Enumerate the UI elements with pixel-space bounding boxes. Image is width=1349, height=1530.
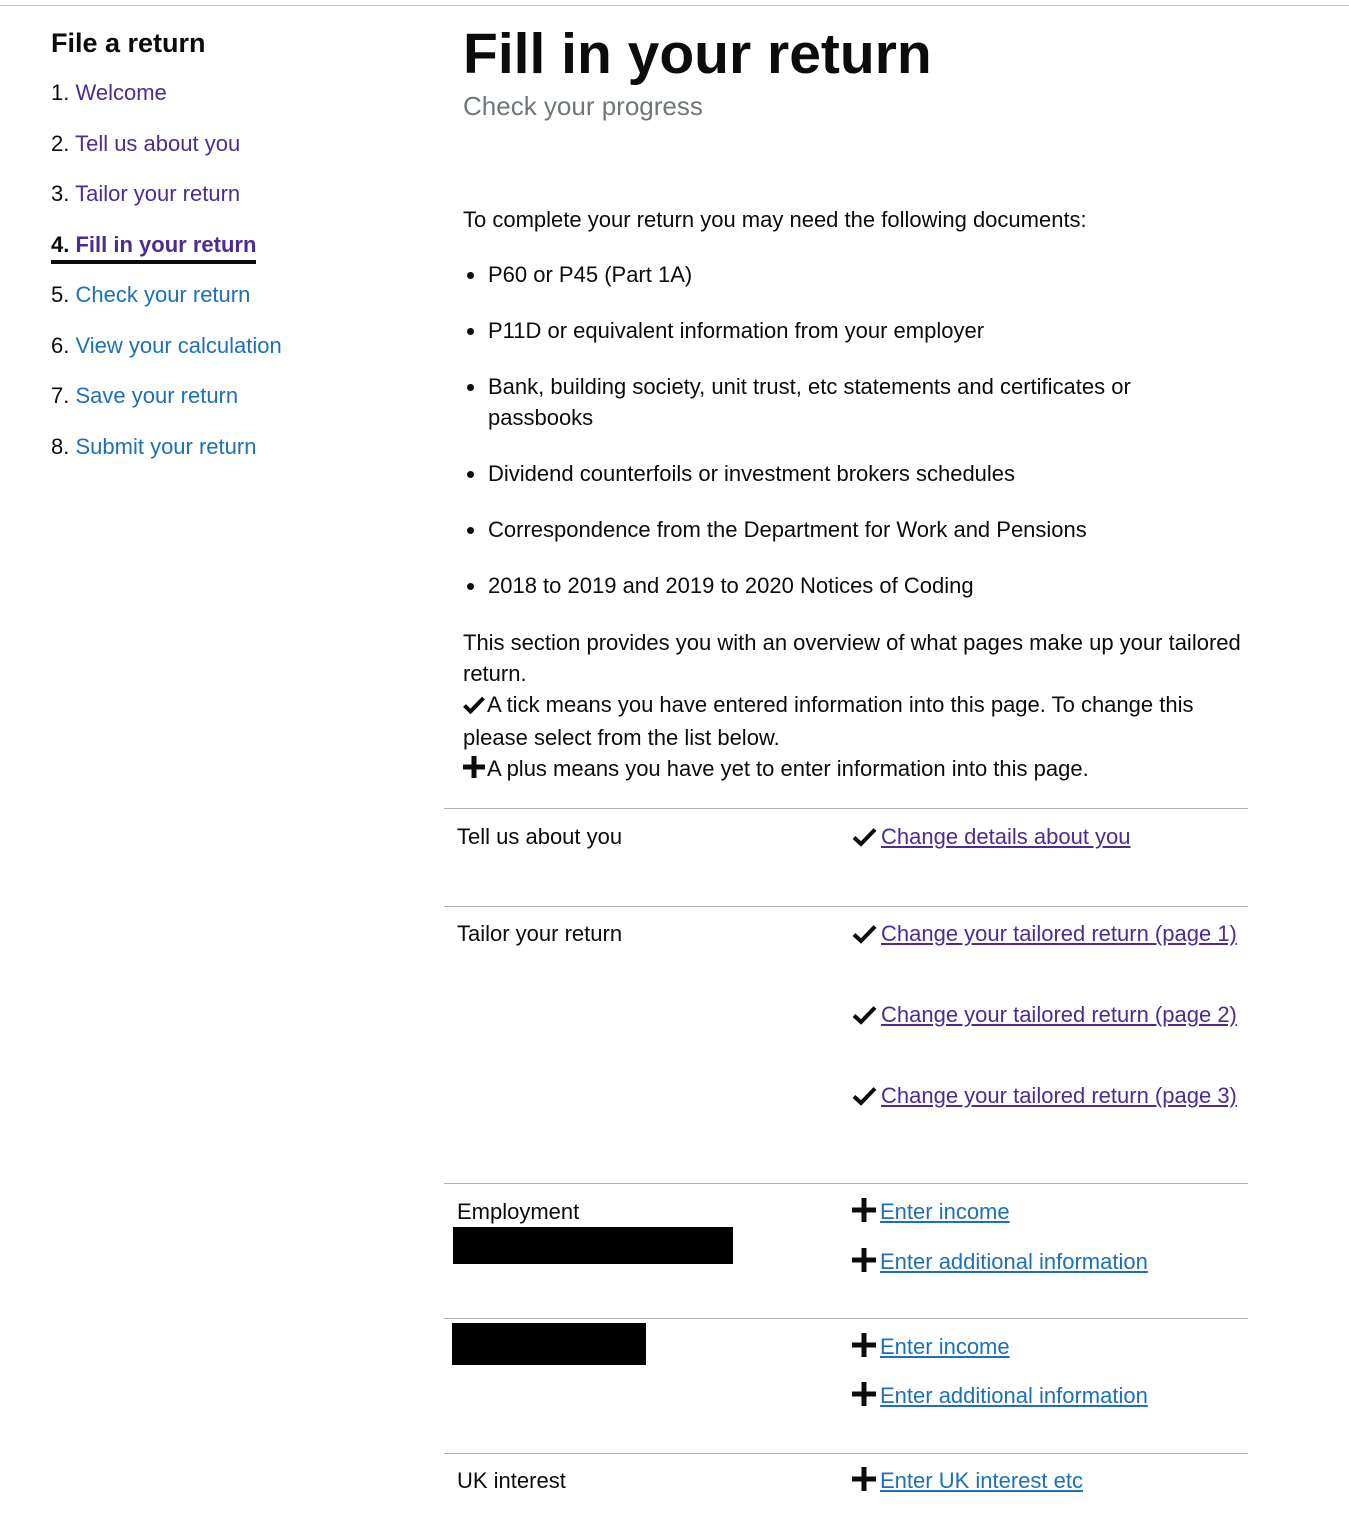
change-tailored-return-page-3-link[interactable]: Change your tailored return (page 3) [881, 1083, 1237, 1108]
tick-icon [852, 824, 877, 855]
enter-additional-information-link[interactable]: Enter additional information [880, 1383, 1148, 1408]
sidebar-title: File a return [51, 28, 206, 58]
step-submit-your-return[interactable] [51, 432, 256, 462]
step-fill-in-your-return[interactable] [51, 230, 256, 264]
document-item: Dividend counterfoils or investment brokers schedules [488, 458, 1208, 489]
step-link-check-your-return[interactable]: Check your return [75, 282, 251, 307]
summary-action [852, 1196, 1237, 1230]
step-link-save-your-return[interactable]: Save your return [75, 383, 239, 408]
summary-action [852, 1331, 1237, 1365]
step-number: 4. [51, 232, 70, 257]
change-tailored-return-page-1-link[interactable]: Change your tailored return (page 1) [881, 921, 1237, 946]
plus-icon [852, 1248, 876, 1280]
summary-action [852, 821, 1237, 855]
step-save-your-return[interactable] [51, 381, 238, 411]
summary-action [852, 1380, 1237, 1414]
tick-icon [852, 1002, 877, 1033]
step-tell-us-about-you[interactable] [51, 129, 240, 159]
tick-explanation [463, 689, 1243, 753]
step-link-fill-in-your-return[interactable]: Fill in your return [75, 232, 257, 257]
document-item: 2018 to 2019 and 2019 to 2020 Notices of Coding [488, 570, 1208, 601]
plus-icon [852, 1198, 876, 1230]
plus-icon [463, 755, 487, 786]
step-welcome[interactable] [51, 78, 167, 108]
redacted-block [453, 1227, 733, 1264]
step-link-submit-your-return[interactable]: Submit your return [75, 434, 257, 459]
page-caption: Check your progress [463, 91, 703, 121]
plus-explanation-text: A plus means you have yet to enter information into this page. [487, 756, 1089, 781]
step-number: 5. [51, 282, 70, 307]
tick-icon [852, 1083, 877, 1114]
document-item: Correspondence from the Department for Work and Pensions [488, 514, 1208, 545]
enter-additional-information-link[interactable]: Enter additional information [880, 1249, 1148, 1274]
step-link-tell-us-about-you[interactable]: Tell us about you [75, 131, 241, 156]
step-link-view-your-calculation[interactable]: View your calculation [75, 333, 282, 358]
plus-icon [852, 1382, 876, 1414]
summary-row-redacted [444, 1318, 1248, 1453]
summary-row-employment [444, 1183, 1248, 1319]
summary-action [852, 918, 1237, 952]
summary-row-key: UK interest [457, 1468, 566, 1493]
step-number: 7. [51, 383, 70, 408]
sidebar-nav [51, 24, 391, 459]
step-number: 8. [51, 434, 70, 459]
step-link-tailor-your-return[interactable]: Tailor your return [75, 181, 241, 206]
page-title: Fill in your return [463, 22, 932, 86]
step-check-your-return[interactable] [51, 280, 250, 310]
summary-row-key: Tailor your return [457, 921, 623, 946]
enter-uk-interest-link[interactable]: Enter UK interest etc [880, 1468, 1083, 1493]
overview-paragraph: This section provides you with an overview of what pages make up your tailored return. [463, 630, 1241, 686]
step-view-your-calculation[interactable] [51, 331, 282, 361]
summary-action [852, 999, 1237, 1033]
overview-text [463, 627, 1243, 786]
enter-income-link[interactable]: Enter income [880, 1334, 1010, 1359]
plus-explanation [463, 753, 1243, 786]
summary-row-tailor-your-return [444, 906, 1248, 1183]
redacted-block [452, 1323, 646, 1365]
document-item: Bank, building society, unit trust, etc statements and certificates or passbooks [488, 371, 1208, 433]
change-details-about-you-link[interactable]: Change details about you [881, 824, 1131, 849]
plus-icon [852, 1333, 876, 1365]
summary-row-uk-interest [444, 1453, 1248, 1524]
step-tailor-your-return[interactable] [51, 179, 240, 209]
tick-icon [852, 921, 877, 952]
summary-row-tell-us-about-you [444, 808, 1248, 906]
document-item: P60 or P45 (Part 1A) [488, 259, 1208, 290]
step-link-welcome[interactable]: Welcome [75, 80, 167, 105]
tick-explanation-text: A tick means you have entered information into this page. To change this please select from the list below. [463, 692, 1194, 750]
summary-action [852, 1465, 1237, 1499]
summary-action [852, 1246, 1237, 1280]
step-number: 3. [51, 181, 70, 206]
enter-income-link[interactable]: Enter income [880, 1199, 1010, 1224]
summary-action [852, 1080, 1237, 1114]
documents-intro: To complete your return you may need the following documents: [463, 207, 1087, 232]
summary-row-key: Employment [457, 1199, 580, 1224]
tick-icon [463, 691, 487, 722]
step-number: 6. [51, 333, 70, 358]
document-item: P11D or equivalent information from your employer [488, 315, 1208, 346]
summary-row-key: Tell us about you [457, 824, 623, 849]
top-divider [0, 5, 1349, 6]
plus-icon [852, 1467, 876, 1499]
step-number: 2. [51, 131, 70, 156]
step-number: 1. [51, 80, 70, 105]
change-tailored-return-page-2-link[interactable]: Change your tailored return (page 2) [881, 1002, 1237, 1027]
